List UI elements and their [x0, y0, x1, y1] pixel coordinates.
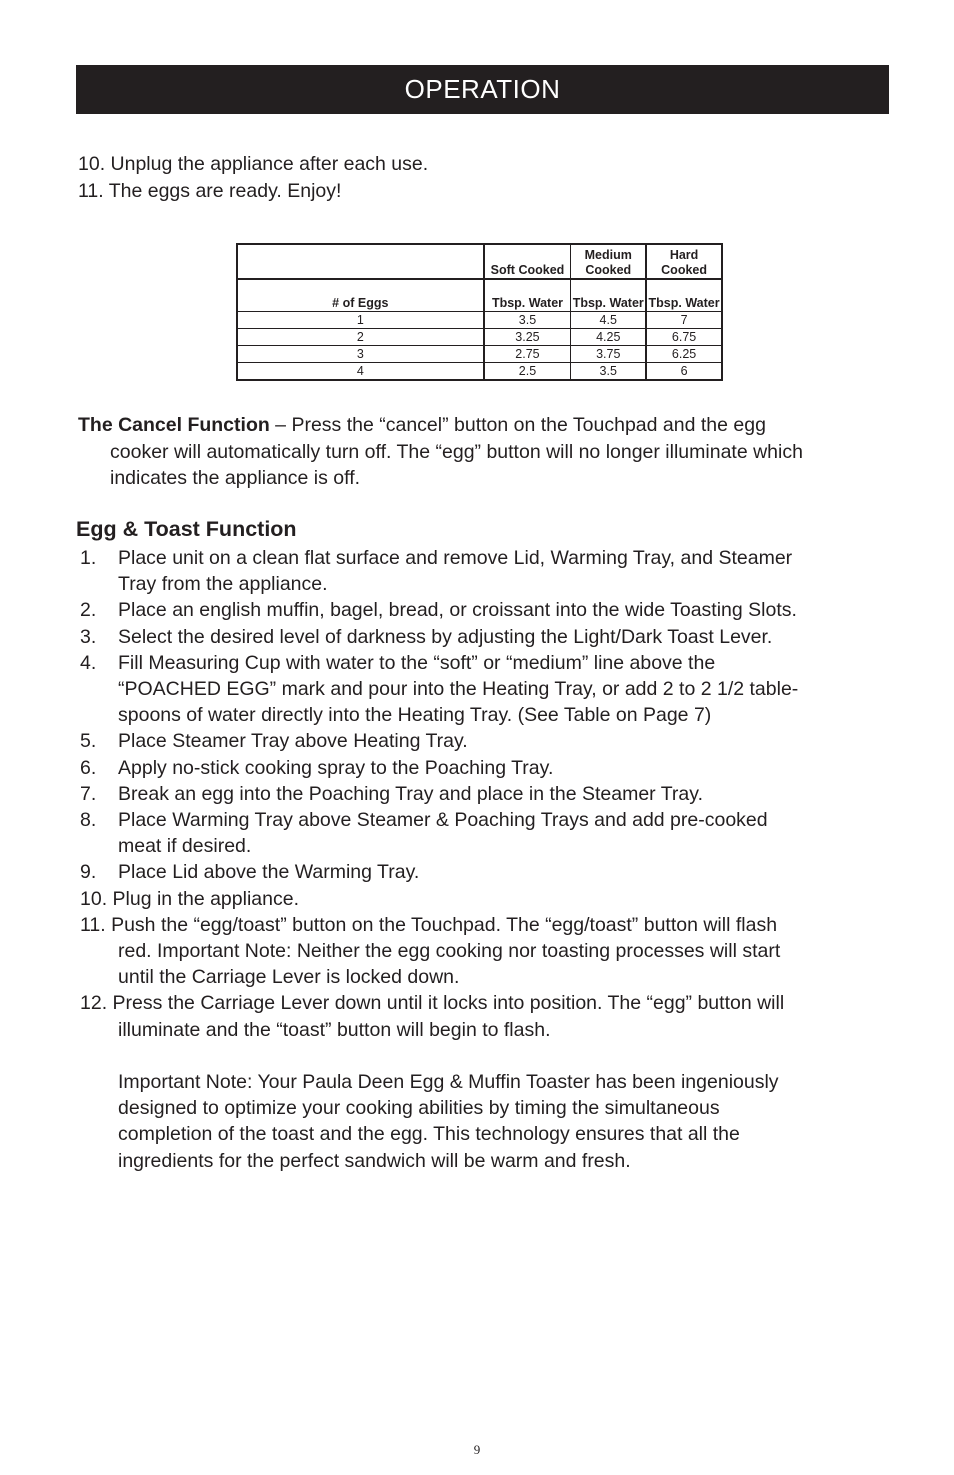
step-number: 2.: [80, 599, 97, 622]
table-cell: 2.75: [484, 346, 571, 363]
table-cell: 6.25: [646, 346, 722, 363]
table-header-row: [237, 244, 722, 279]
step-text: spoons of water directly into the Heating Tray. (See Table on Page 7): [118, 704, 712, 727]
cancel-function-paragraph: [78, 412, 888, 492]
step-text: Place Warming Tray above Steamer & Poaching Trays and add pre-cooked: [118, 809, 768, 832]
step-text: Tray from the appliance.: [118, 573, 328, 596]
egg-toast-steps: [80, 545, 900, 1174]
step-text: Select the desired level of darkness by adjusting the Light/Dark Toast Lever.: [118, 625, 773, 648]
table-cell: 3: [237, 346, 484, 363]
table-header-cell: # of Eggs: [237, 279, 484, 312]
important-note: [80, 1069, 900, 1174]
list-item: [80, 545, 900, 597]
table-header-cell: Soft Cooked: [484, 244, 571, 279]
cancel-text-line: cooker will automatically turn off. The “egg” button will no longer illuminate which: [110, 440, 803, 463]
step-text: 11. Push the “egg/toast” button on the Touchpad. The “egg/toast” button will flash: [80, 913, 778, 936]
cancel-text-line: – Press the “cancel” button on the Touchpad and the egg: [269, 414, 766, 436]
table-cell: 4: [237, 363, 484, 381]
list-item: [80, 781, 900, 807]
cancel-text-line: indicates the appliance is off.: [110, 467, 361, 489]
step-text: 12. Press the Carriage Lever down until it locks into position. The “egg” button will: [80, 992, 785, 1015]
table-cell: 3.75: [571, 346, 646, 363]
list-item: [80, 650, 900, 729]
step-number: 8.: [80, 809, 97, 832]
section-title: OPERATION: [404, 74, 561, 104]
water-table-container: [236, 243, 723, 396]
table-cell: 6: [646, 363, 722, 381]
table-row: [237, 329, 722, 346]
step-number: 4.: [80, 651, 97, 674]
table-header-cell: Medium Cooked: [571, 244, 646, 279]
step-text: Apply no-stick cooking spray to the Poaching Tray.: [118, 756, 554, 779]
step-text: illuminate and the “toast” button will begin to flash.: [118, 1018, 551, 1041]
step-text: “POACHED EGG” mark and pour into the Heating Tray, or add 2 to 2 1/2 table-: [118, 678, 799, 701]
step-number: 1.: [80, 547, 97, 569]
table-row: [237, 363, 722, 381]
page-number: 9: [473, 1442, 481, 1457]
step-number: 3.: [80, 625, 97, 648]
step-10-unplug: 10. Unplug the appliance after each use.: [78, 153, 429, 175]
step-text: Place an english muffin, bagel, bread, or croissant into the wide Toasting Slots.: [118, 599, 797, 622]
list-item: [80, 912, 900, 991]
list-item: [80, 859, 900, 885]
table-cell: 3.25: [484, 329, 571, 346]
step-text: Fill Measuring Cup with water to the “soft” or “medium” line above the: [118, 651, 716, 674]
step-text: until the Carriage Lever is locked down.: [118, 966, 460, 989]
step-text: meat if desired.: [118, 835, 252, 858]
note-text: completion of the toast and the egg. This technology ensures that all the: [118, 1123, 740, 1146]
step-11-ready: 11. The eggs are ready. Enjoy!: [78, 179, 342, 202]
table-cell: 2.5: [484, 363, 571, 381]
step-number: 7.: [80, 782, 97, 805]
note-text: ingredients for the perfect sandwich will be warm and fresh.: [118, 1149, 631, 1172]
step-number: 9.: [80, 861, 97, 884]
list-item: [80, 597, 900, 623]
step-text: Break an egg into the Poaching Tray and place in the Steamer Tray.: [118, 782, 703, 805]
table-header-cell: [237, 244, 484, 279]
section-banner: [76, 65, 889, 114]
step-text: Place Steamer Tray above Heating Tray.: [118, 730, 468, 753]
continued-steps: [78, 151, 428, 204]
table-cell: 3.5: [484, 312, 571, 329]
table-cell: 3.5: [571, 363, 646, 381]
list-item: [80, 807, 900, 859]
step-text: Place Lid above the Warming Tray.: [118, 861, 420, 884]
table-cell: 2: [237, 329, 484, 346]
cancel-function-label: The Cancel Function: [78, 414, 270, 436]
table-header-cell: Hard Cooked: [646, 244, 722, 279]
table-cell: 4.25: [571, 329, 646, 346]
table-cell: 1: [237, 312, 484, 329]
table-header-cell: Tbsp. Water: [484, 279, 571, 312]
table-subheader-row: [237, 279, 722, 312]
list-item: [80, 624, 900, 650]
water-table: [236, 243, 723, 381]
step-number: 6.: [80, 756, 97, 779]
note-text: designed to optimize your cooking abilities by timing the simultaneous: [118, 1097, 720, 1120]
list-item: [80, 886, 900, 912]
table-cell: 7: [646, 312, 722, 329]
step-text: Place unit on a clean flat surface and remove Lid, Warming Tray, and Steamer: [118, 547, 793, 569]
table-cell: 6.75: [646, 329, 722, 346]
list-item: [80, 728, 900, 754]
table-cell: 4.5: [571, 312, 646, 329]
table-row: [237, 346, 722, 363]
step-number: 5.: [80, 730, 97, 753]
egg-toast-heading: Egg & Toast Function: [76, 517, 297, 541]
note-text: Important Note: Your Paula Deen Egg & Muffin Toaster has been ingeniously: [118, 1071, 779, 1094]
list-item: [80, 755, 900, 781]
list-item: [80, 990, 900, 1042]
table-header-cell: Tbsp. Water: [646, 279, 722, 312]
table-row: [237, 312, 722, 329]
step-text: 10. Plug in the appliance.: [80, 887, 299, 910]
step-text: red. Important Note: Neither the egg cooking nor toasting processes will start: [118, 940, 781, 963]
table-header-cell: Tbsp. Water: [571, 279, 646, 312]
